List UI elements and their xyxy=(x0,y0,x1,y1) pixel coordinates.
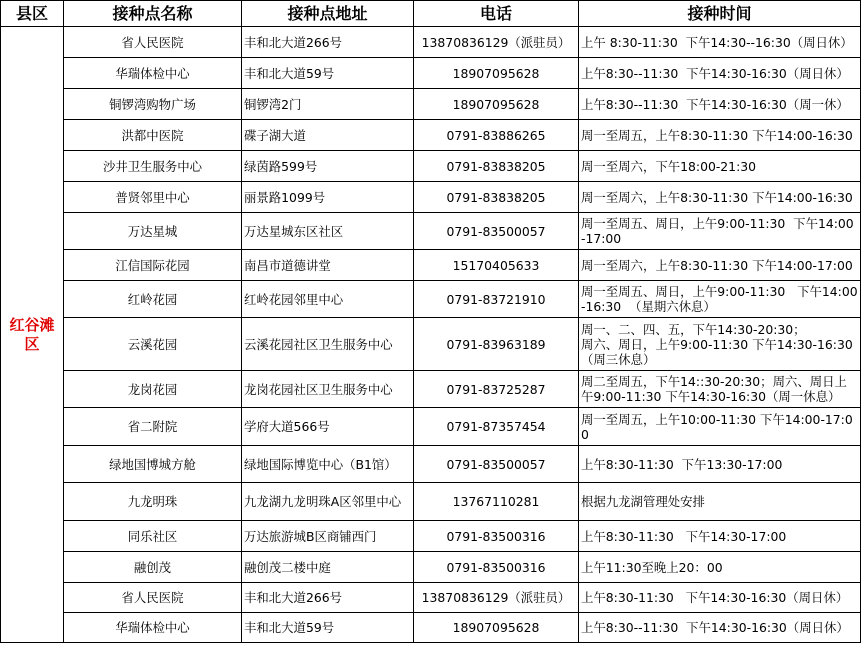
site-name-cell: 龙岗花园 xyxy=(64,371,242,408)
vaccination-time-cell: 周二至周五，下午14::30-20:30；周六、周日上午9:00-11:30 下午14:30-16:30（周一休息） xyxy=(579,371,861,408)
site-name-cell: 云溪花园 xyxy=(64,318,242,371)
site-name-cell: 九龙明珠 xyxy=(64,483,242,521)
header-phone: 电话 xyxy=(414,1,579,27)
vaccination-time-cell: 上午8:30--11:30 下午14:30-16:30（周日休） xyxy=(579,58,861,89)
district-cell: 红谷滩区 xyxy=(1,27,64,643)
table-row xyxy=(1,182,861,213)
table-row xyxy=(1,552,861,583)
site-address-cell: 红岭花园邻里中心 xyxy=(242,281,414,318)
phone-cell: 15170405633 xyxy=(414,250,579,281)
phone-cell: 0791-83838205 xyxy=(414,151,579,182)
site-address-cell: 丰和北大道59号 xyxy=(242,613,414,643)
table-row xyxy=(1,281,861,318)
vaccination-time-cell: 上午8:30-11:30 下午14:30-16:30（周日休） xyxy=(579,583,861,613)
vaccination-time-cell: 周一、二、四、五，下午14:30-20:30； 周六、周日，上午9:00-11:30 下午14:30-16:30 （周三休息） xyxy=(579,318,861,371)
table-row xyxy=(1,213,861,250)
header-site-address: 接种点地址 xyxy=(242,1,414,27)
table-row xyxy=(1,613,861,643)
vaccination-time-cell: 上午8:30--11:30 下午14:30-16:30（周一休） xyxy=(579,89,861,120)
header-site-name: 接种点名称 xyxy=(64,1,242,27)
site-address-cell: 绿地国际博览中心（B1馆） xyxy=(242,446,414,483)
header-district: 县区 xyxy=(1,1,64,27)
table-row xyxy=(1,250,861,281)
vaccination-time-cell: 上午8:30-11:30 下午14:30-17:00 xyxy=(579,521,861,552)
phone-cell: 0791-83886265 xyxy=(414,120,579,151)
site-address-cell: 丽景路1099号 xyxy=(242,182,414,213)
vaccination-time-cell: 周一至周六，上午8:30-11:30 下午14:00-17:00 xyxy=(579,250,861,281)
table-row xyxy=(1,318,861,371)
table-row xyxy=(1,446,861,483)
table-row xyxy=(1,120,861,151)
vaccination-time-cell: 周一至周五，上午10:00-11:30 下午14:00-17:00 xyxy=(579,408,861,446)
phone-cell: 13870836129（派驻员） xyxy=(414,27,579,58)
table-row xyxy=(1,27,861,58)
site-address-cell: 九龙湖九龙明珠A区邻里中心 xyxy=(242,483,414,521)
site-address-cell: 龙岗花园社区卫生服务中心 xyxy=(242,371,414,408)
vaccination-time-cell: 上午8:30--11:30 下午14:30-16:30（周日休） xyxy=(579,613,861,643)
phone-cell: 0791-83963189 xyxy=(414,318,579,371)
site-address-cell: 学府大道566号 xyxy=(242,408,414,446)
site-address-cell: 丰和北大道266号 xyxy=(242,27,414,58)
site-address-cell: 绿茵路599号 xyxy=(242,151,414,182)
site-address-cell: 南昌市道德讲堂 xyxy=(242,250,414,281)
phone-cell: 0791-83721910 xyxy=(414,281,579,318)
phone-cell: 0791-87357454 xyxy=(414,408,579,446)
vaccination-time-cell: 上午 8:30-11:30 下午14:30--16:30（周日休） xyxy=(579,27,861,58)
vaccination-time-cell: 周一至周六，上午8:30-11:30 下午14:00-16:30 xyxy=(579,182,861,213)
site-name-cell: 省二附院 xyxy=(64,408,242,446)
vaccination-time-cell: 周一至周五、周日，上午9:00-11:30 下午14:00-16:30 （星期六休息） xyxy=(579,281,861,318)
site-name-cell: 洪都中医院 xyxy=(64,120,242,151)
table-row xyxy=(1,89,861,120)
table-row xyxy=(1,583,861,613)
site-name-cell: 省人民医院 xyxy=(64,583,242,613)
site-name-cell: 万达星城 xyxy=(64,213,242,250)
phone-cell: 18907095628 xyxy=(414,89,579,120)
site-name-cell: 铜锣湾购物广场 xyxy=(64,89,242,120)
site-address-cell: 丰和北大道59号 xyxy=(242,58,414,89)
table-row xyxy=(1,408,861,446)
site-name-cell: 红岭花园 xyxy=(64,281,242,318)
site-name-cell: 普贤邻里中心 xyxy=(64,182,242,213)
site-name-cell: 沙井卫生服务中心 xyxy=(64,151,242,182)
phone-cell: 0791-83838205 xyxy=(414,182,579,213)
vaccination-time-cell: 根据九龙湖管理处安排 xyxy=(579,483,861,521)
table-row xyxy=(1,371,861,408)
phone-cell: 0791-83500057 xyxy=(414,446,579,483)
vaccination-time-cell: 周一至周六，下午18:00-21:30 xyxy=(579,151,861,182)
table-row xyxy=(1,483,861,521)
site-address-cell: 云溪花园社区卫生服务中心 xyxy=(242,318,414,371)
site-address-cell: 万达旅游城B区商铺西门 xyxy=(242,521,414,552)
vaccination-time-cell: 周一至周五，上午8:30-11:30 下午14:00-16:30 xyxy=(579,120,861,151)
site-address-cell: 融创茂二楼中庭 xyxy=(242,552,414,583)
site-name-cell: 绿地国博城方舱 xyxy=(64,446,242,483)
site-name-cell: 省人民医院 xyxy=(64,27,242,58)
site-name-cell: 华瑞体检中心 xyxy=(64,613,242,643)
phone-cell: 0791-83500057 xyxy=(414,213,579,250)
site-name-cell: 江信国际花园 xyxy=(64,250,242,281)
header-vaccination-time: 接种时间 xyxy=(579,1,861,27)
phone-cell: 0791-83500316 xyxy=(414,521,579,552)
vaccination-time-cell: 上午11:30至晚上20：00 xyxy=(579,552,861,583)
site-address-cell: 万达星城东区社区 xyxy=(242,213,414,250)
phone-cell: 18907095628 xyxy=(414,613,579,643)
table-header-row xyxy=(1,1,861,27)
site-address-cell: 丰和北大道266号 xyxy=(242,583,414,613)
site-name-cell: 华瑞体检中心 xyxy=(64,58,242,89)
phone-cell: 13767110281 xyxy=(414,483,579,521)
phone-cell: 0791-83725287 xyxy=(414,371,579,408)
table-row xyxy=(1,58,861,89)
site-address-cell: 铜锣湾2门 xyxy=(242,89,414,120)
phone-cell: 0791-83500316 xyxy=(414,552,579,583)
table-row xyxy=(1,151,861,182)
site-address-cell: 碟子湖大道 xyxy=(242,120,414,151)
phone-cell: 18907095628 xyxy=(414,58,579,89)
phone-cell: 13870836129（派驻员） xyxy=(414,583,579,613)
table-row xyxy=(1,521,861,552)
vaccination-time-cell: 上午8:30-11:30 下午13:30-17:00 xyxy=(579,446,861,483)
vaccination-time-cell: 周一至周五、周日，上午9:00-11:30 下午14:00-17:00 xyxy=(579,213,861,250)
site-name-cell: 同乐社区 xyxy=(64,521,242,552)
site-name-cell: 融创茂 xyxy=(64,552,242,583)
